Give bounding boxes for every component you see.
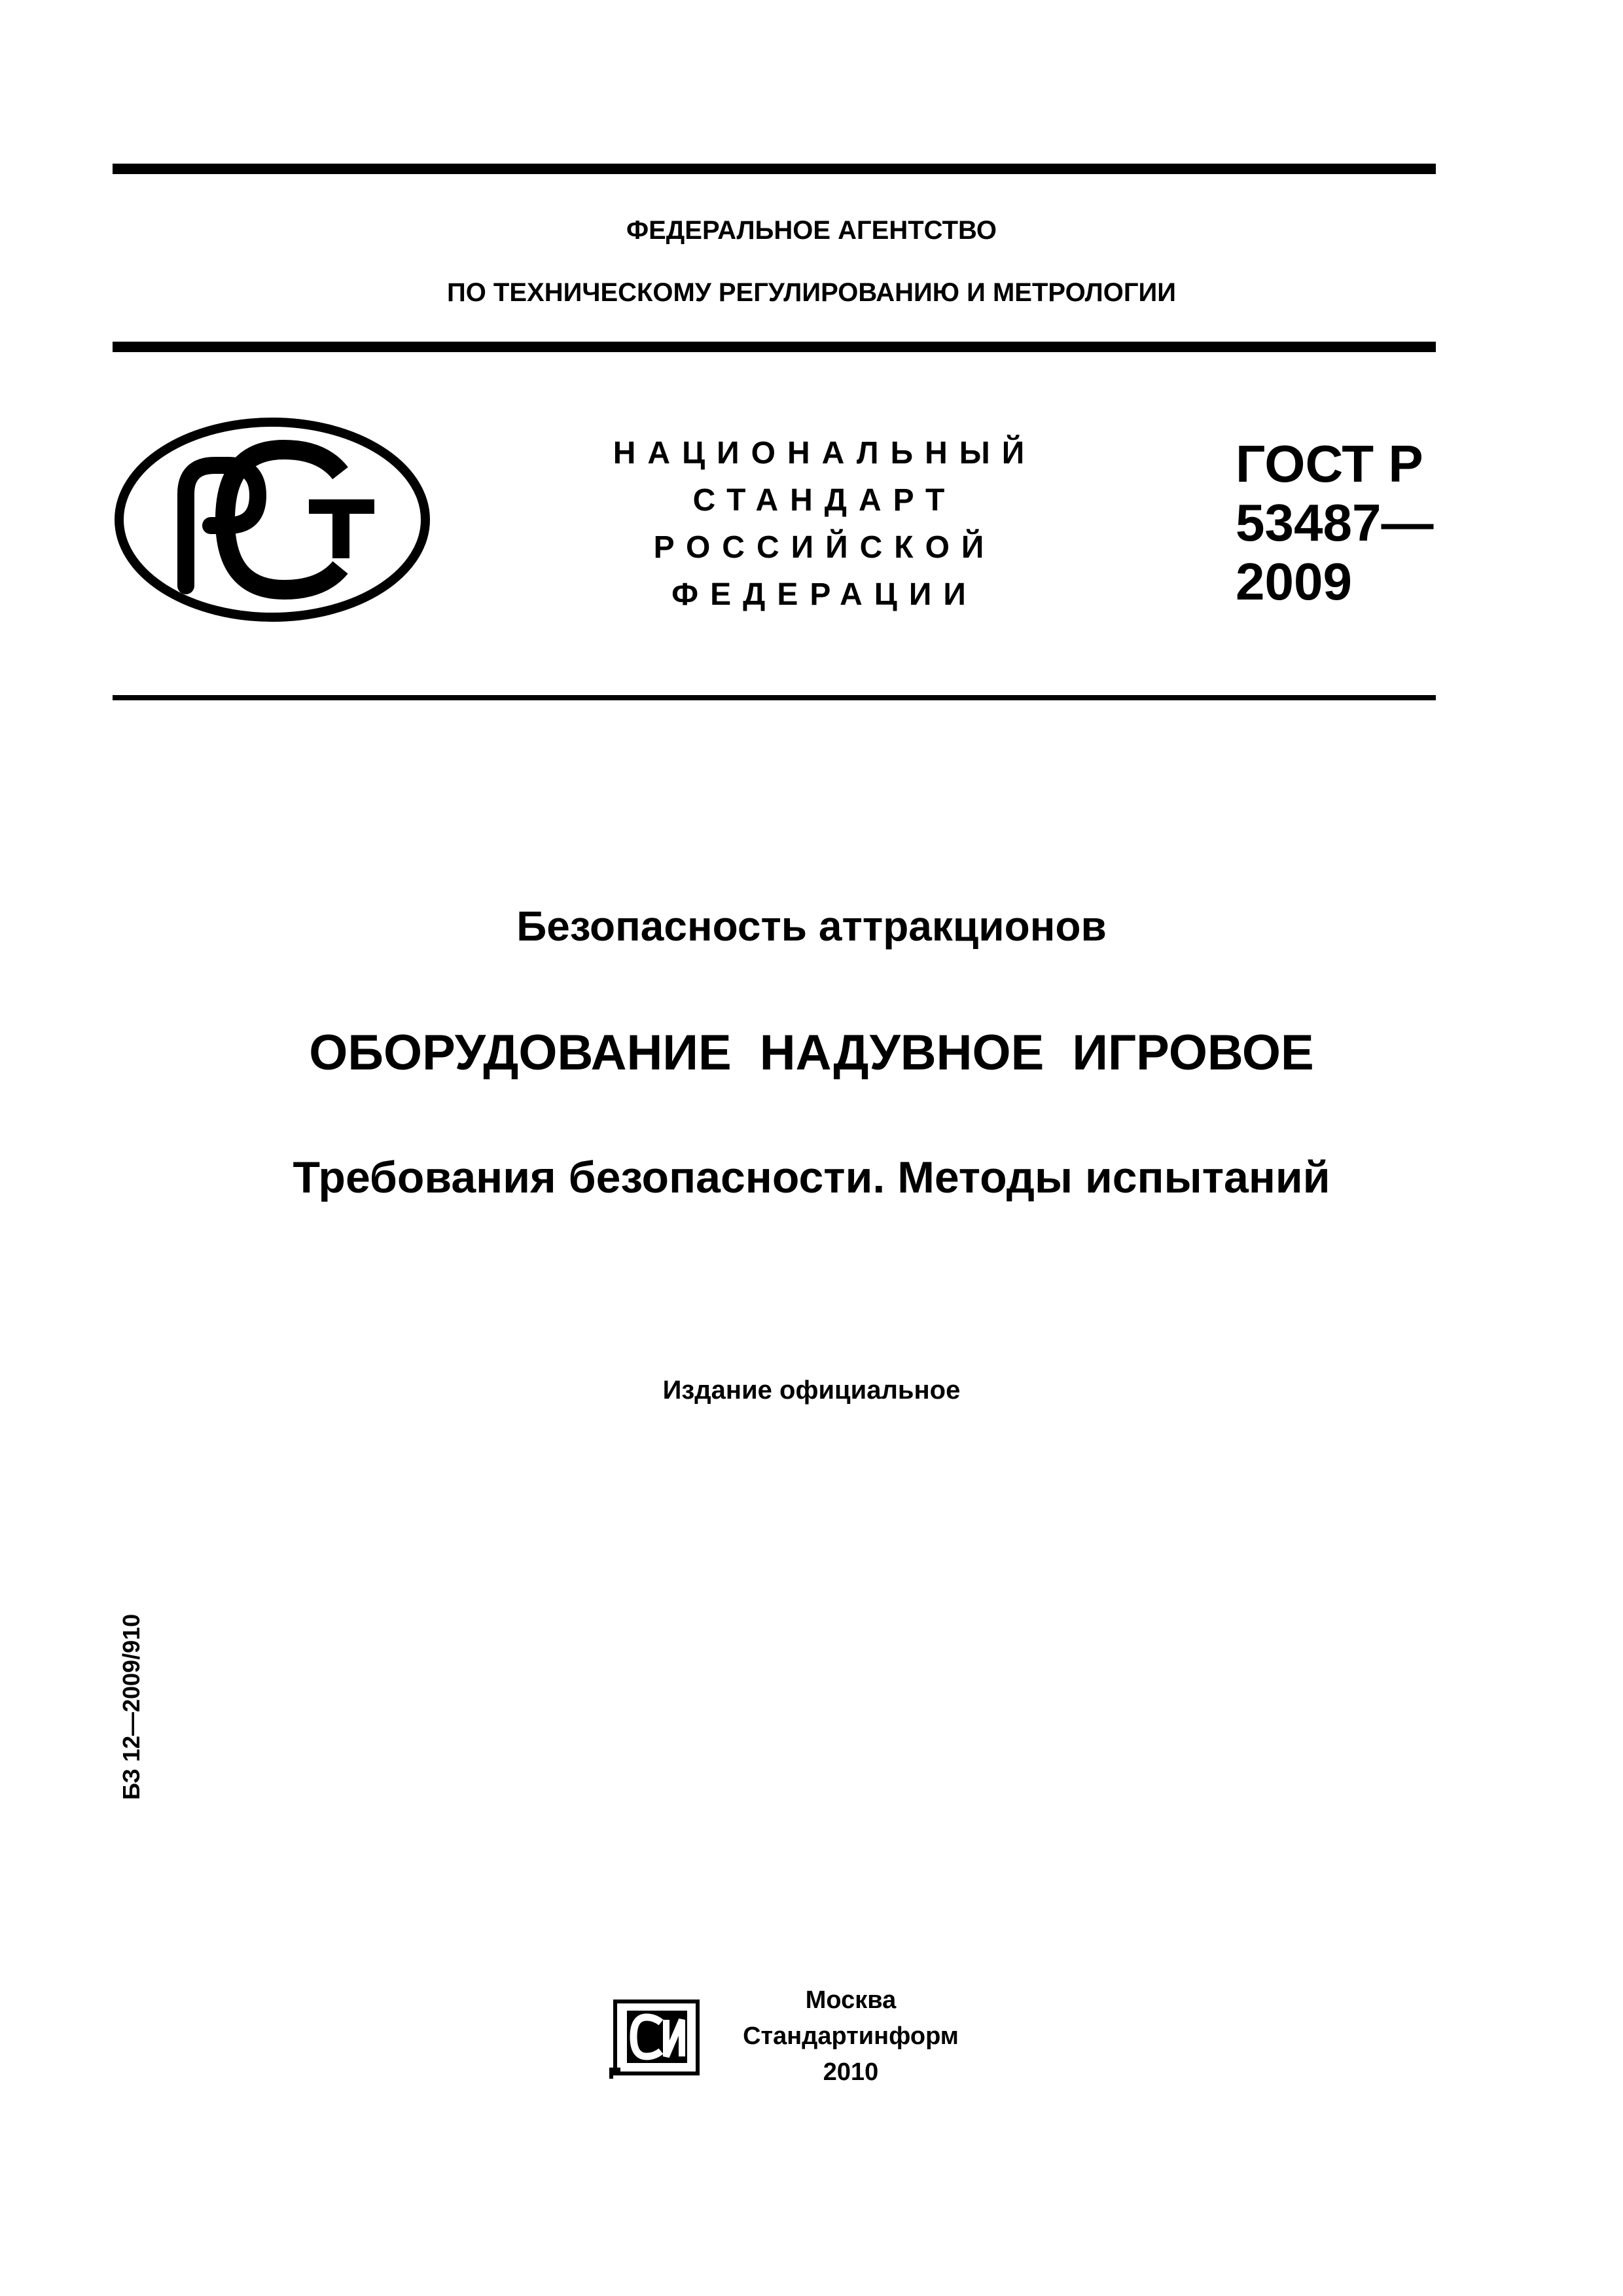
side-catalog-code: БЗ 12—2009/910 — [118, 1613, 145, 1800]
standard-type-line-2: СТАНДАРТ — [692, 483, 957, 518]
gost-designation-line-3: 2009 — [1236, 552, 1352, 611]
publisher-name: Стандартинформ — [743, 2022, 959, 2050]
series-title: Безопасность аттракционов — [516, 903, 1107, 950]
header-rule — [113, 342, 1436, 352]
title-rule — [113, 695, 1436, 700]
gost-designation-line-2: 53487— — [1236, 493, 1434, 552]
publication-year: 2010 — [823, 2058, 879, 2086]
rst-certification-logo-icon — [113, 416, 432, 624]
main-title: ОБОРУДОВАНИЕ НАДУВНОЕ ИГРОВОЕ — [309, 1025, 1314, 1081]
standard-type-line-3: РОССИЙСКОЙ — [653, 530, 996, 565]
standard-type-line-4: ФЕДЕРАЦИИ — [671, 577, 978, 612]
publisher-city: Москва — [805, 1986, 897, 2014]
top-rule — [113, 164, 1436, 174]
agency-line-2: ПО ТЕХНИЧЕСКОМУ РЕГУЛИРОВАНИЮ И МЕТРОЛОГИИ — [446, 278, 1177, 307]
gost-designation-line-1: ГОСТ Р — [1236, 435, 1423, 493]
standartinform-logo-icon — [609, 1991, 707, 2083]
agency-line-1: ФЕДЕРАЛЬНОЕ АГЕНТСТВО — [626, 216, 997, 245]
subtitle: Требования безопасности. Методы испытаний — [293, 1153, 1330, 1202]
standard-type-line-1: НАЦИОНАЛЬНЫЙ — [613, 436, 1037, 471]
edition-note: Издание официальное — [662, 1376, 961, 1405]
